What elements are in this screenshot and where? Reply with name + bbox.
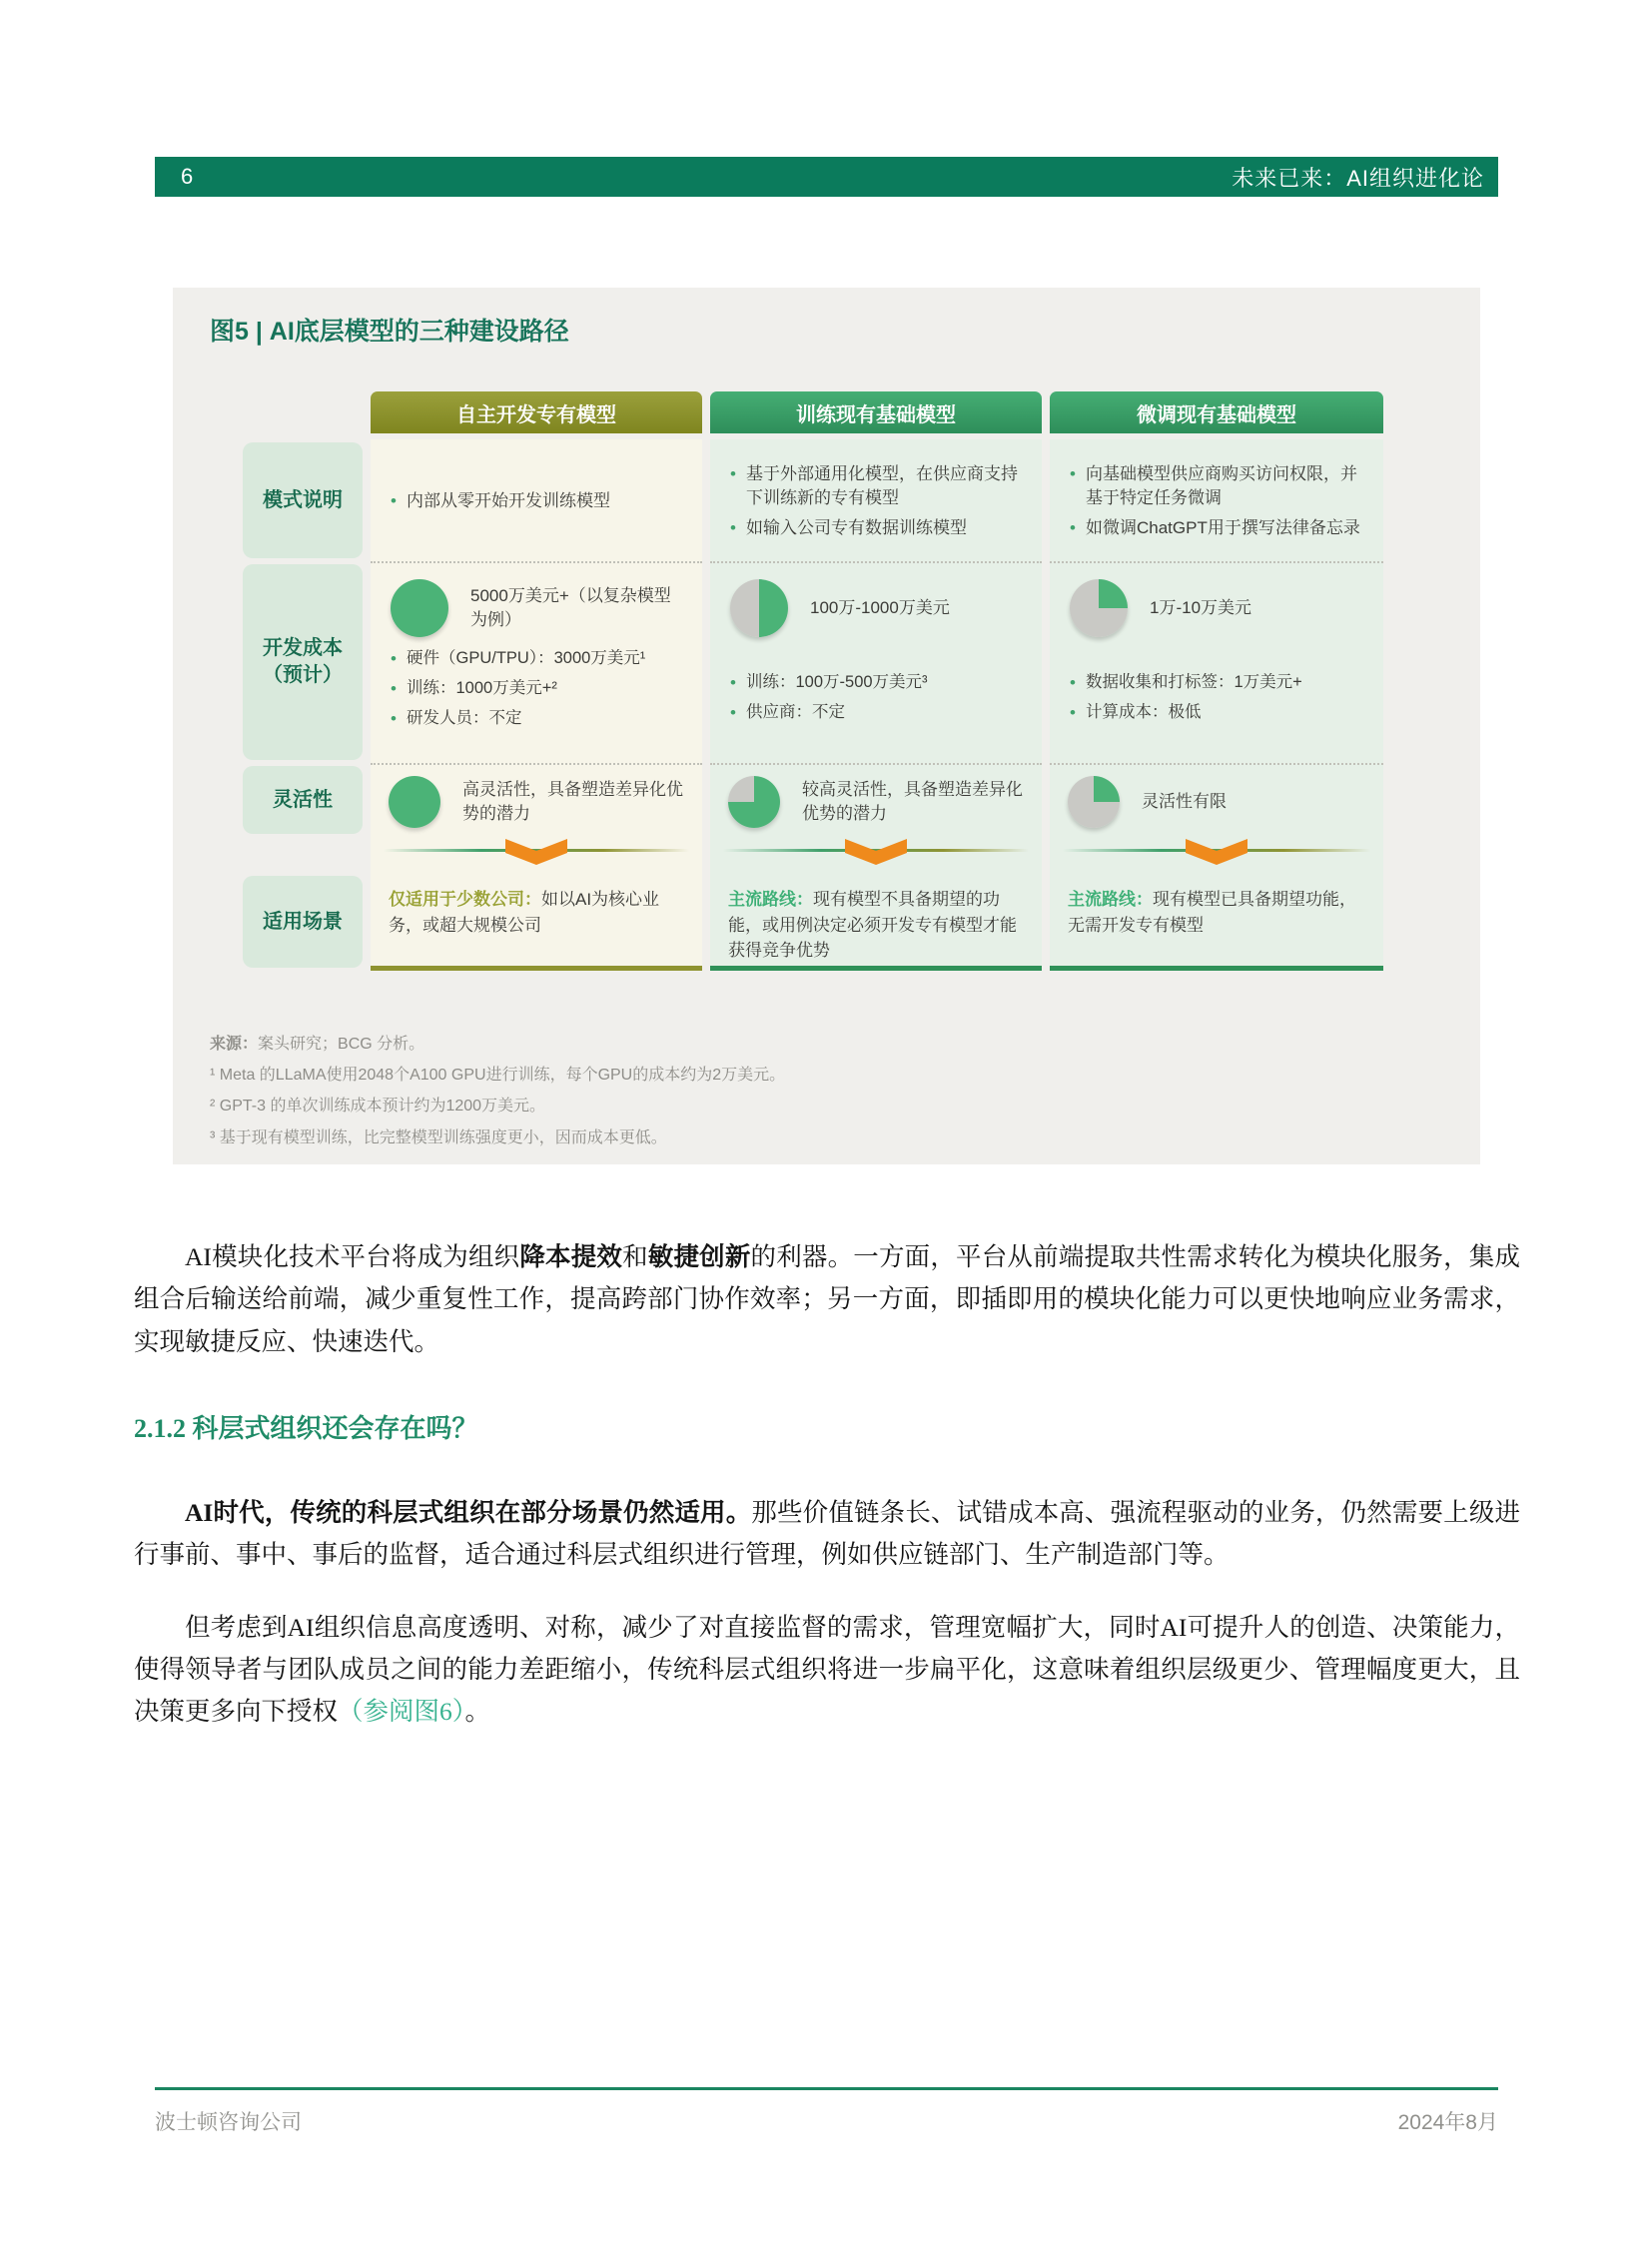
page-number: 6 <box>181 164 194 189</box>
mode-bullet: • 内部从零开始开发训练模型 <box>389 489 686 513</box>
paragraph-flatten <box>134 1607 1520 1734</box>
body-text <box>134 1236 1520 1764</box>
flex-text: 高灵活性，具备塑造差异化优势的潜力 <box>462 780 683 823</box>
footnote-1: ¹ Meta 的LLaMA使用2048个A100 GPU进行训练，每个GPU的成本约为2万美元。 <box>210 1067 786 1085</box>
row-label-flexibility: 灵活性 <box>243 766 363 834</box>
scenario-lead: 主流路线： <box>1068 890 1153 909</box>
cost-pie-full-icon <box>391 579 448 637</box>
flex-text: 较高灵活性，具备塑造差异化优势的潜力 <box>802 780 1023 823</box>
column-header-train-existing: 训练现有基础模型 <box>710 391 1042 433</box>
cost-bullet: • 研发人员：不定 <box>389 707 686 730</box>
run-bold: AI时代，传统的科层式组织在部分场景仍然适用。 <box>185 1498 752 1528</box>
paragraph-platform <box>134 1236 1520 1363</box>
run: 的利器。一方面，平台从前端提取共性需求转化为模块化服务，集成组合后输送给前端，减少重复性工作，提高跨部门协作效率；另一方面，即插即用的模块化能力可以更快地响应业务需求，实现敏捷反应、快速迭代。 <box>134 1242 1520 1356</box>
figure-table <box>243 391 1383 971</box>
column-header-finetune-existing: 微调现有基础模型 <box>1050 391 1383 433</box>
footer-date: 2024年8月 <box>1397 2111 1498 2134</box>
figure-6-reference-link[interactable]: （参阅图6） <box>338 1697 465 1727</box>
cost-bullet: • 供应商：不定 <box>728 701 1026 724</box>
header-spacer <box>243 391 363 439</box>
chevron-down-icon <box>505 839 567 865</box>
column-header-self-develop: 自主开发专有模型 <box>371 391 702 433</box>
section-heading-2-1-2: 2.1.2 科层式组织还会存在吗？ <box>134 1413 478 1443</box>
scenario-text: 现有模型已具备期望功能，无需开发专有模型 <box>1068 890 1356 935</box>
mode-cell-col2 <box>710 439 1042 561</box>
cost-cell-col2 <box>710 561 1042 763</box>
flex-pie-full-icon <box>389 776 440 828</box>
cost-headline: 1万-10万美元 <box>1150 598 1252 618</box>
flex-cell-col1 <box>371 763 702 837</box>
flex-text: 灵活性有限 <box>1142 792 1227 812</box>
footnote-2: ² GPT-3 的单次训练成本预计约为1200万美元。 <box>210 1098 546 1116</box>
scenario-text: 如以AI为核心业务，或超大规模公司 <box>389 890 660 935</box>
scenario-cell-col2 <box>710 873 1042 971</box>
chevron-down-icon <box>845 839 907 865</box>
figure-panel <box>173 288 1480 1164</box>
cost-pie-half-icon <box>730 579 788 637</box>
row-label-mode: 模式说明 <box>243 442 363 558</box>
run-bold: 敏捷创新 <box>647 1242 751 1271</box>
source-label: 来源： <box>210 1036 259 1053</box>
scenario-cell-col1 <box>371 873 702 971</box>
run: AI模块化技术平台将成为组织 <box>185 1242 520 1271</box>
cost-pie-quarter-icon <box>1070 579 1128 637</box>
cost-headline: 5000万美元+（以复杂模型为例） <box>470 586 671 629</box>
run: 那些价值链条长、试错成本高、强流程驱动的业务，仍然需要上级进行事前、事中、事后的监督，适合通过科层式组织进行管理，例如供应链部门、生产制造部门等。 <box>134 1498 1520 1570</box>
flex-cell-col3 <box>1050 763 1383 837</box>
scenario-lead: 仅适用于少数公司： <box>389 890 541 909</box>
cost-bullet: • 训练：100万-500万美元³ <box>728 671 1026 694</box>
mode-cell-col3 <box>1050 439 1383 561</box>
arrow-cell-col1 <box>371 837 702 873</box>
cost-bullet: • 数据收集和打标签：1万美元+ <box>1068 671 1367 694</box>
flex-pie-quarter-icon <box>1068 776 1120 828</box>
cost-cell-col3 <box>1050 561 1383 763</box>
page-footer <box>155 2087 1498 2136</box>
cost-cell-col1 <box>371 561 702 763</box>
arrow-cell-col3 <box>1050 837 1383 873</box>
source-text: 案头研究；BCG 分析。 <box>258 1036 425 1053</box>
footnote-3: ³ 基于现有模型训练，比完整模型训练强度更小，因而成本更低。 <box>210 1128 667 1146</box>
mode-bullet: • 基于外部通用化模型，在供应商支持下训练新的专有模型 <box>728 462 1026 510</box>
page-header-bar <box>155 157 1498 197</box>
scenario-lead: 主流路线： <box>728 890 813 909</box>
chevron-down-icon <box>1186 839 1247 865</box>
flex-cell-col2 <box>710 763 1042 837</box>
cost-bullet: • 计算成本：极低 <box>1068 701 1367 724</box>
cost-headline: 100万-1000万美元 <box>810 598 950 618</box>
run-bold: 降本提效 <box>519 1242 623 1271</box>
source-line <box>210 1029 1448 1060</box>
flex-pie-three-quarter-icon <box>728 776 780 828</box>
paragraph-hierarchy-apply <box>134 1492 1520 1577</box>
mode-bullet: • 如输入公司专有数据训练模型 <box>728 516 1026 540</box>
mode-bullet: • 如微调ChatGPT用于撰写法律备忘录 <box>1068 516 1367 540</box>
run: 和 <box>622 1242 648 1271</box>
mode-bullet: • 向基础模型供应商购买访问权限，并基于特定任务微调 <box>1068 462 1367 510</box>
arrow-cell-col2 <box>710 837 1042 873</box>
row-label-scenario: 适用场景 <box>243 876 363 968</box>
cost-bullet: • 硬件（GPU/TPU）：3000万美元¹ <box>389 647 686 670</box>
figure-title: 图5 | AI底层模型的三种建设路径 <box>210 318 569 346</box>
cost-bullet: • 训练：1000万美元+² <box>389 677 686 700</box>
scenario-text: 现有模型不具备期望的功能，或用例决定必须开发专有模型才能获得竞争优势 <box>728 890 1017 960</box>
scenario-cell-col3 <box>1050 873 1383 971</box>
mode-cell-col1 <box>371 439 702 561</box>
figure-source-notes <box>210 1029 1448 1153</box>
run: 但考虑到AI组织信息高度透明、对称，减少了对直接监督的需求，管理宽幅扩大，同时AI可提升人的创造、决策能力，使得领导者与团队成员之间的能力差距缩小，传统科层式组织将进一步扁平化，这意味着组织层级更少、管理幅度更大，且决策更多向下授权 <box>134 1612 1520 1727</box>
run: 。 <box>464 1697 491 1727</box>
header-title: 未来已来：AI组织进化论 <box>1232 165 1484 191</box>
row-label-cost: 开发成本（预计） <box>243 564 363 760</box>
arrow-row-spacer <box>243 837 363 873</box>
footer-company: 波士顿咨询公司 <box>155 2111 302 2134</box>
